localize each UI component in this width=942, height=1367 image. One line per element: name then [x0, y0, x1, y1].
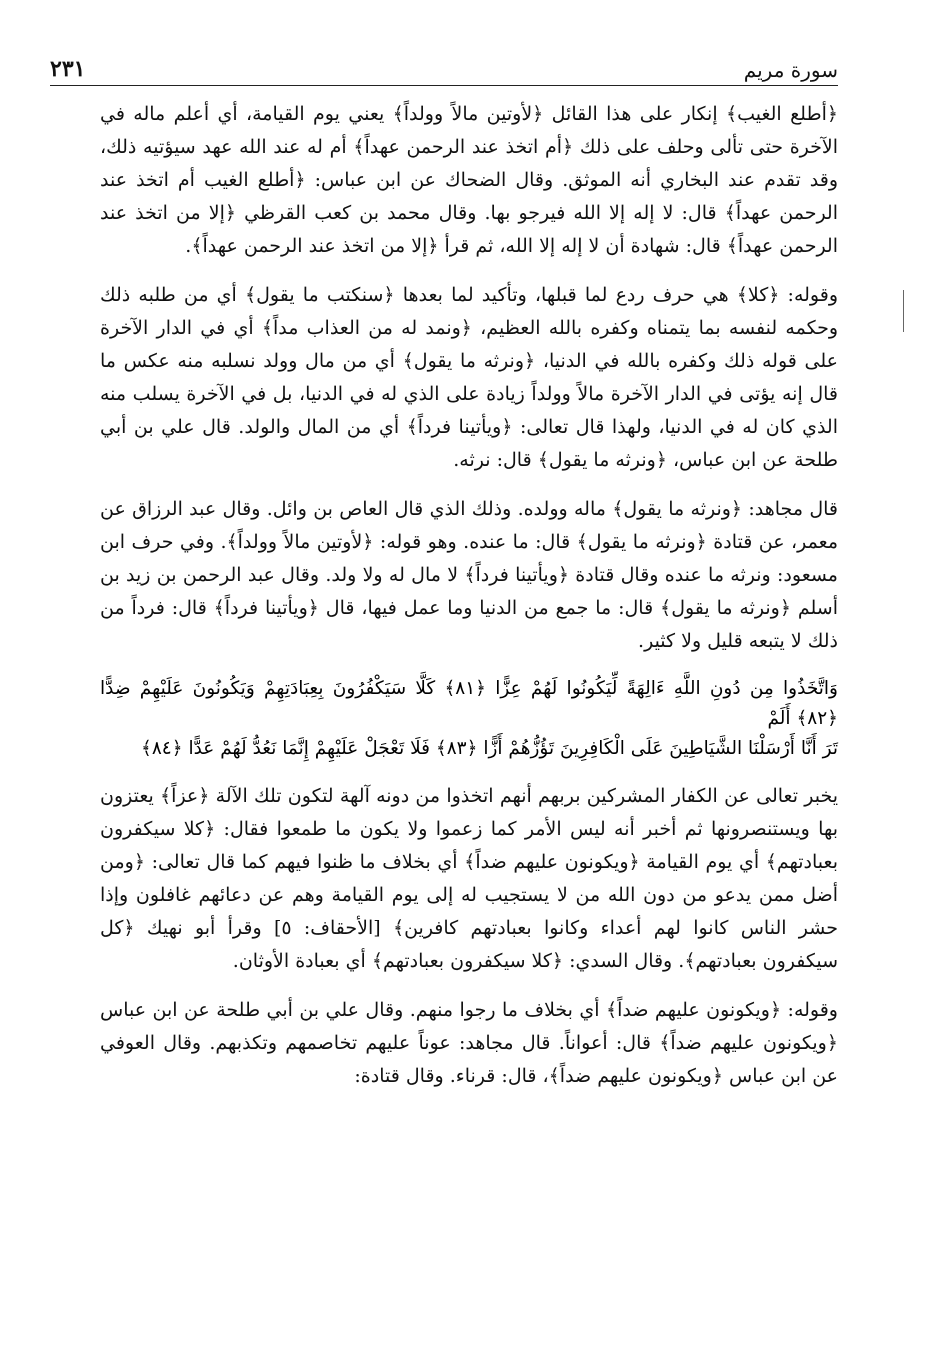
- page-number: ٢٣١: [50, 56, 86, 82]
- margin-line: [903, 290, 904, 332]
- paragraph-3: قال مجاهد: ﴿ونرثه ما يقول﴾ ماله وولده. وذلك الذي قال العاص بن وائل. وقال عبد الرزاق عن معمر، عن قتادة ﴿ونرثه ما يقول﴾ قال: ما عنده. وهو قوله: ﴿لأوتين مالاً وولداً﴾. وفي حرف ابن مسعود: ونرثه ما عنده وقال قتادة ﴿ويأتينا فرداً﴾ لا مال له ولا ولد. وقال عبد الرحمن بن زيد بن أسلم ﴿ونرثه ما يقول﴾ قال: ما جمع من الدنيا وما عمل فيها، قال ﴿ويأتينا فرداً﴾ قال: فرداً من ذلك لا يتبعه قليل ولا كثير.: [100, 498, 838, 652]
- quran-verse-block: [100, 674, 838, 764]
- verse-line-2: تَرَ أَنَّا أَرْسَلْنَا الشَّيَاطِينَ عَلَى الْكَافِرِينَ تَؤُزُّهُمْ أَزًّا ﴿٨٣﴾ فَلَا تَعْجَلْ عَلَيْهِمْ إِنَّمَا نَعُدُّ لَهُمْ عَدًّا ﴿٨٤﴾: [141, 738, 838, 759]
- paragraph-2: وقوله: ﴿كلا﴾ هي حرف ردع لما قبلها، وتأكيد لما بعدها ﴿سنكتب ما يقول﴾ أي من طلبه ذلك وحكمه لنفسه بما يتمناه وكفره بالله العظيم، ﴿ونمد له من العذاب مداً﴾ أي في الدار الآخرة على قوله ذلك وكفره بالله في الدنيا، ﴿ونرثه ما يقول﴾ أي من مال وولد نسلبه منه عكس ما قال إنه يؤتى في الدار الآخرة مالاً وولداً زيادة على الذي له في الدنيا، بل في الآخرة يسلب منه الذي كان له في الدنيا، ولهذا قال تعالى: ﴿ويأتينا فرداً﴾ أي من المال والولد. قال علي بن أبي طلحة عن ابن عباس، ﴿ونرثه ما يقول﴾ قال: نرثه.: [100, 284, 838, 471]
- page-content: [100, 98, 838, 1109]
- paragraph-1: ﴿أطلع الغيب﴾ إنكار على هذا القائل ﴿لأوتين مالاً وولداً﴾ يعني يوم القيامة، أي أعلم ماله في الآخرة حتى تألى وحلف على ذلك ﴿أم اتخذ عند الرحمن عهداً﴾ أم له عند الله عهد سيؤتيه ذلك، وقد تقدم عند البخاري أنه الموثق. وقال الضحاك عن ابن عباس: ﴿أطلع الغيب أم اتخذ عند الرحمن عهداً﴾ قال: لا إله إلا الله فيرجو بها. وقال محمد بن كعب القرظي ﴿إلا من اتخذ عند الرحمن عهداً﴾ قال: شهادة أن لا إله إلا الله، ثم قرأ ﴿إلا من اتخذ عند الرحمن عهداً﴾.: [100, 103, 838, 257]
- verse-line-1: وَاتَّخَذُوا مِن دُونِ اللَّهِ ءَالِهَةً لِّيَكُونُوا لَهُمْ عِزًّا ﴿٨١﴾ كَلَّا سَيَكْفُرُونَ بِعِبَادَتِهِمْ وَيَكُونُونَ عَلَيْهِمْ ضِدًّا ﴿٨٢﴾ أَلَمْ: [100, 678, 838, 729]
- paragraph-5: وقوله: ﴿ويكونون عليهم ضداً﴾ أي بخلاف ما رجوا منهم. وقال علي بن أبي طلحة عن ابن عباس ﴿ويكونون عليهم ضداً﴾ قال: أعواناً. قال مجاهد: عوناً عليهم تخاصمهم وتكذبهم. وقال العوفي عن ابن عباس ﴿ويكونون عليهم ضداً﴾، قال: قرناء. وقال قتادة:: [100, 999, 838, 1087]
- paragraph-4: يخبر تعالى عن الكفار المشركين بربهم أنهم اتخذوا من دونه آلهة لتكون تلك الآلة ﴿عزاً﴾ يعتزون بها ويستنصرونها ثم أخبر أنه ليس الأمر كما زعموا ولا يكون ما طمعوا فقال: ﴿كلا سيكفرون بعبادتهم﴾ أي يوم القيامة ﴿ويكونون عليهم ضداً﴾ أي بخلاف ما ظنوا فيهم كما قال تعالى: ﴿ومن أضل ممن يدعو من دون الله من لا يستجيب له إلى يوم القيامة وهم عن دعائهم غافلون وإذا حشر الناس كانوا لهم أعداء وكانوا بعبادتهم كافرين﴾ [الأحقاف: ٥] وقرأ أبو نهيك ﴿كل سيكفرون بعبادتهم﴾. وقال السدي: ﴿كلا سيكفرون بعبادتهم﴾ أي بعبادة الأوثان.: [100, 785, 838, 972]
- surah-title: سورة مريم: [743, 58, 838, 82]
- page-header: [50, 52, 838, 86]
